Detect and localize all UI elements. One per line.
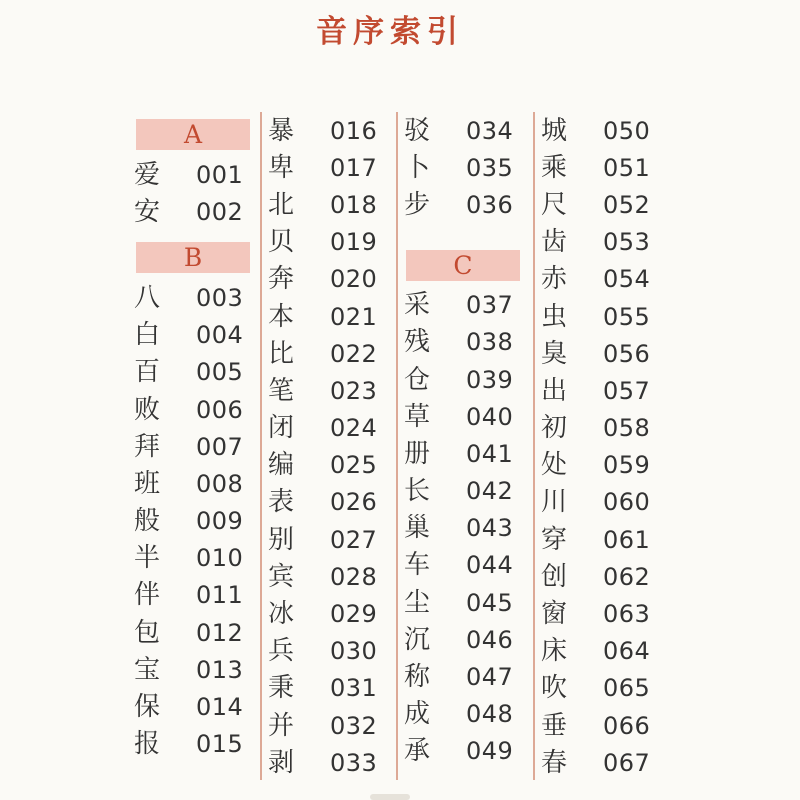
entry-number: 026 (330, 488, 378, 517)
index-entry (398, 584, 530, 621)
index-entry (128, 651, 260, 688)
index-entry (535, 447, 667, 484)
entry-character: 般 (134, 506, 161, 537)
index-entry (128, 726, 260, 763)
entry-number: 049 (466, 737, 514, 766)
entry-character: 乘 (541, 152, 568, 183)
entry-character: 表 (268, 487, 295, 518)
index-entry (535, 707, 667, 744)
entry-character: 编 (268, 450, 295, 481)
entry-character: 笔 (268, 375, 295, 406)
index-entry (262, 261, 394, 298)
index-entry (535, 521, 667, 558)
entry-number: 025 (330, 451, 378, 480)
entry-character: 宝 (134, 654, 161, 685)
index-entry (262, 447, 394, 484)
index-entry (398, 112, 530, 149)
entry-number: 065 (603, 674, 651, 703)
entry-character: 宾 (268, 561, 295, 592)
index-entry (535, 335, 667, 372)
entry-number: 031 (330, 674, 378, 703)
entry-number: 027 (330, 525, 378, 554)
index-entry (128, 688, 260, 725)
entry-character: 保 (134, 692, 161, 723)
entry-number: 008 (196, 469, 244, 498)
entry-character: 城 (541, 115, 568, 146)
index-entry (128, 465, 260, 502)
index-entry (128, 391, 260, 428)
index-entry (262, 595, 394, 632)
entry-character: 半 (134, 543, 161, 574)
entry-number: 051 (603, 153, 651, 182)
entry-number: 003 (196, 283, 244, 312)
entry-character: 白 (134, 320, 161, 351)
index-column-3 (398, 112, 530, 770)
entry-number: 016 (330, 116, 378, 145)
index-column-4 (535, 112, 667, 781)
entry-number: 022 (330, 339, 378, 368)
entry-character: 春 (541, 747, 568, 778)
entry-number: 063 (603, 600, 651, 629)
entry-character: 卑 (268, 152, 295, 183)
entry-character: 步 (404, 189, 431, 220)
entry-character: 长 (404, 476, 431, 507)
entry-character: 车 (404, 550, 431, 581)
index-entry (262, 149, 394, 186)
entry-number: 054 (603, 265, 651, 294)
entry-number: 030 (330, 637, 378, 666)
entry-number: 050 (603, 116, 651, 145)
index-column-2 (262, 112, 394, 781)
entry-number: 038 (466, 328, 514, 357)
entry-character: 垂 (541, 710, 568, 741)
entry-character: 册 (404, 438, 431, 469)
index-entry (128, 156, 260, 193)
entry-character: 床 (541, 636, 568, 667)
entry-character: 臭 (541, 338, 568, 369)
index-entry (535, 410, 667, 447)
index-entry (262, 335, 394, 372)
entry-character: 包 (134, 617, 161, 648)
index-entry (398, 435, 530, 472)
entry-character: 驳 (404, 115, 431, 146)
index-entry (535, 112, 667, 149)
letter-header-b: B (136, 242, 250, 273)
entry-list (535, 112, 667, 781)
entry-character: 安 (134, 196, 161, 227)
entry-character: 报 (134, 729, 161, 760)
entry-number: 009 (196, 507, 244, 536)
index-entry (398, 473, 530, 510)
entry-number: 020 (330, 265, 378, 294)
entry-number: 004 (196, 321, 244, 350)
entry-number: 019 (330, 228, 378, 257)
index-entry (398, 658, 530, 695)
entry-character: 北 (268, 189, 295, 220)
index-entry (398, 361, 530, 398)
entry-number: 045 (466, 588, 514, 617)
index-entry (262, 224, 394, 261)
entry-character: 爱 (134, 159, 161, 190)
entry-number: 040 (466, 402, 514, 431)
entry-number: 052 (603, 190, 651, 219)
entry-number: 014 (196, 693, 244, 722)
entry-character: 冰 (268, 599, 295, 630)
index-entry (535, 484, 667, 521)
spacer (398, 224, 530, 243)
index-column-1 (128, 112, 260, 763)
entry-number: 005 (196, 358, 244, 387)
entry-character: 承 (404, 736, 431, 767)
index-entry (398, 696, 530, 733)
entry-number: 041 (466, 439, 514, 468)
index-entry (128, 279, 260, 316)
index-entry (128, 428, 260, 465)
entry-number: 060 (603, 488, 651, 517)
index-entry (262, 410, 394, 447)
entry-number: 032 (330, 711, 378, 740)
index-entry (535, 558, 667, 595)
index-entry (535, 670, 667, 707)
entry-character: 比 (268, 338, 295, 369)
entry-number: 056 (603, 339, 651, 368)
entry-character: 百 (134, 357, 161, 388)
entry-list (128, 279, 260, 762)
entry-number: 010 (196, 544, 244, 573)
index-entry (262, 558, 394, 595)
entry-number: 012 (196, 618, 244, 647)
entry-character: 伴 (134, 580, 161, 611)
entry-character: 尺 (541, 189, 568, 220)
index-entry (398, 186, 530, 223)
entry-number: 037 (466, 291, 514, 320)
entry-number: 044 (466, 551, 514, 580)
page-footer-mark (370, 794, 410, 800)
entry-number: 013 (196, 655, 244, 684)
index-entry (262, 484, 394, 521)
index-entry (398, 149, 530, 186)
entry-character: 窗 (541, 599, 568, 630)
entry-list (128, 156, 260, 230)
entry-number: 055 (603, 302, 651, 331)
entry-character: 秉 (268, 673, 295, 704)
entry-number: 035 (466, 153, 514, 182)
index-entry (128, 503, 260, 540)
entry-list (262, 112, 394, 781)
entry-character: 贝 (268, 227, 295, 258)
index-entry (262, 633, 394, 670)
entry-number: 021 (330, 302, 378, 331)
entry-character: 创 (541, 561, 568, 592)
entry-character: 称 (404, 662, 431, 693)
index-entry (262, 186, 394, 223)
index-entry (128, 317, 260, 354)
entry-character: 吹 (541, 673, 568, 704)
entry-character: 赤 (541, 264, 568, 295)
entry-number: 017 (330, 153, 378, 182)
letter-header-a: A (136, 119, 250, 150)
index-entry (398, 733, 530, 770)
entry-number: 059 (603, 451, 651, 480)
entry-number: 018 (330, 190, 378, 219)
entry-number: 047 (466, 663, 514, 692)
entry-number: 046 (466, 625, 514, 654)
index-entry (398, 287, 530, 324)
entry-character: 败 (134, 394, 161, 425)
entry-number: 024 (330, 414, 378, 443)
entry-character: 拜 (134, 431, 161, 462)
index-entry (128, 614, 260, 651)
entry-character: 巢 (404, 513, 431, 544)
entry-character: 卜 (404, 152, 431, 183)
entry-number: 058 (603, 414, 651, 443)
entry-number: 053 (603, 228, 651, 257)
entry-character: 成 (404, 699, 431, 730)
entry-character: 暴 (268, 115, 295, 146)
entry-character: 沉 (404, 624, 431, 655)
index-entry (535, 595, 667, 632)
index-entry (262, 521, 394, 558)
entry-character: 并 (268, 710, 295, 741)
entry-character: 残 (404, 327, 431, 358)
entry-number: 064 (603, 637, 651, 666)
index-entry (128, 354, 260, 391)
entry-number: 039 (466, 365, 514, 394)
entry-number: 036 (466, 190, 514, 219)
entry-number: 001 (196, 160, 244, 189)
index-entry (535, 224, 667, 261)
entry-character: 班 (134, 468, 161, 499)
entry-character: 处 (541, 450, 568, 481)
entry-number: 029 (330, 600, 378, 629)
entry-number: 028 (330, 562, 378, 591)
index-entry (398, 398, 530, 435)
entry-number: 057 (603, 376, 651, 405)
entry-character: 出 (541, 375, 568, 406)
entry-list (398, 287, 530, 770)
index-entry (128, 577, 260, 614)
index-entry (398, 510, 530, 547)
page-title: 音序索引 (316, 14, 464, 50)
entry-character: 川 (541, 487, 568, 518)
entry-character: 初 (541, 413, 568, 444)
index-entry (535, 261, 667, 298)
entry-number: 015 (196, 730, 244, 759)
index-entry (262, 744, 394, 781)
index-entry (262, 298, 394, 335)
index-entry (128, 193, 260, 230)
entry-character: 闭 (268, 413, 295, 444)
entry-character: 奔 (268, 264, 295, 295)
index-entry (535, 633, 667, 670)
entry-number: 034 (466, 116, 514, 145)
entry-number: 067 (603, 748, 651, 777)
entry-number: 061 (603, 525, 651, 554)
index-entry (398, 621, 530, 658)
index-entry (262, 112, 394, 149)
index-entry (262, 372, 394, 409)
entry-character: 本 (268, 301, 295, 332)
index-entry (535, 149, 667, 186)
entry-character: 八 (134, 282, 161, 313)
entry-list (398, 112, 530, 224)
index-entry (398, 547, 530, 584)
entry-number: 042 (466, 477, 514, 506)
entry-number: 011 (196, 581, 244, 610)
index-entry (398, 324, 530, 361)
index-entry (128, 540, 260, 577)
index-entry (535, 744, 667, 781)
entry-number: 066 (603, 711, 651, 740)
index-entry (535, 372, 667, 409)
entry-character: 穿 (541, 524, 568, 555)
entry-character: 兵 (268, 636, 295, 667)
entry-character: 仓 (404, 364, 431, 395)
index-entry (262, 670, 394, 707)
letter-header-c: C (406, 250, 520, 281)
entry-number: 062 (603, 562, 651, 591)
entry-character: 采 (404, 290, 431, 321)
entry-number: 006 (196, 395, 244, 424)
index-entry (262, 707, 394, 744)
entry-number: 048 (466, 700, 514, 729)
entry-number: 023 (330, 376, 378, 405)
entry-character: 尘 (404, 587, 431, 618)
entry-number: 033 (330, 748, 378, 777)
entry-character: 草 (404, 401, 431, 432)
entry-number: 043 (466, 514, 514, 543)
entry-character: 别 (268, 524, 295, 555)
entry-character: 虫 (541, 301, 568, 332)
entry-character: 剥 (268, 747, 295, 778)
entry-number: 002 (196, 197, 244, 226)
index-entry (535, 298, 667, 335)
entry-number: 007 (196, 432, 244, 461)
index-entry (535, 186, 667, 223)
entry-character: 齿 (541, 227, 568, 258)
